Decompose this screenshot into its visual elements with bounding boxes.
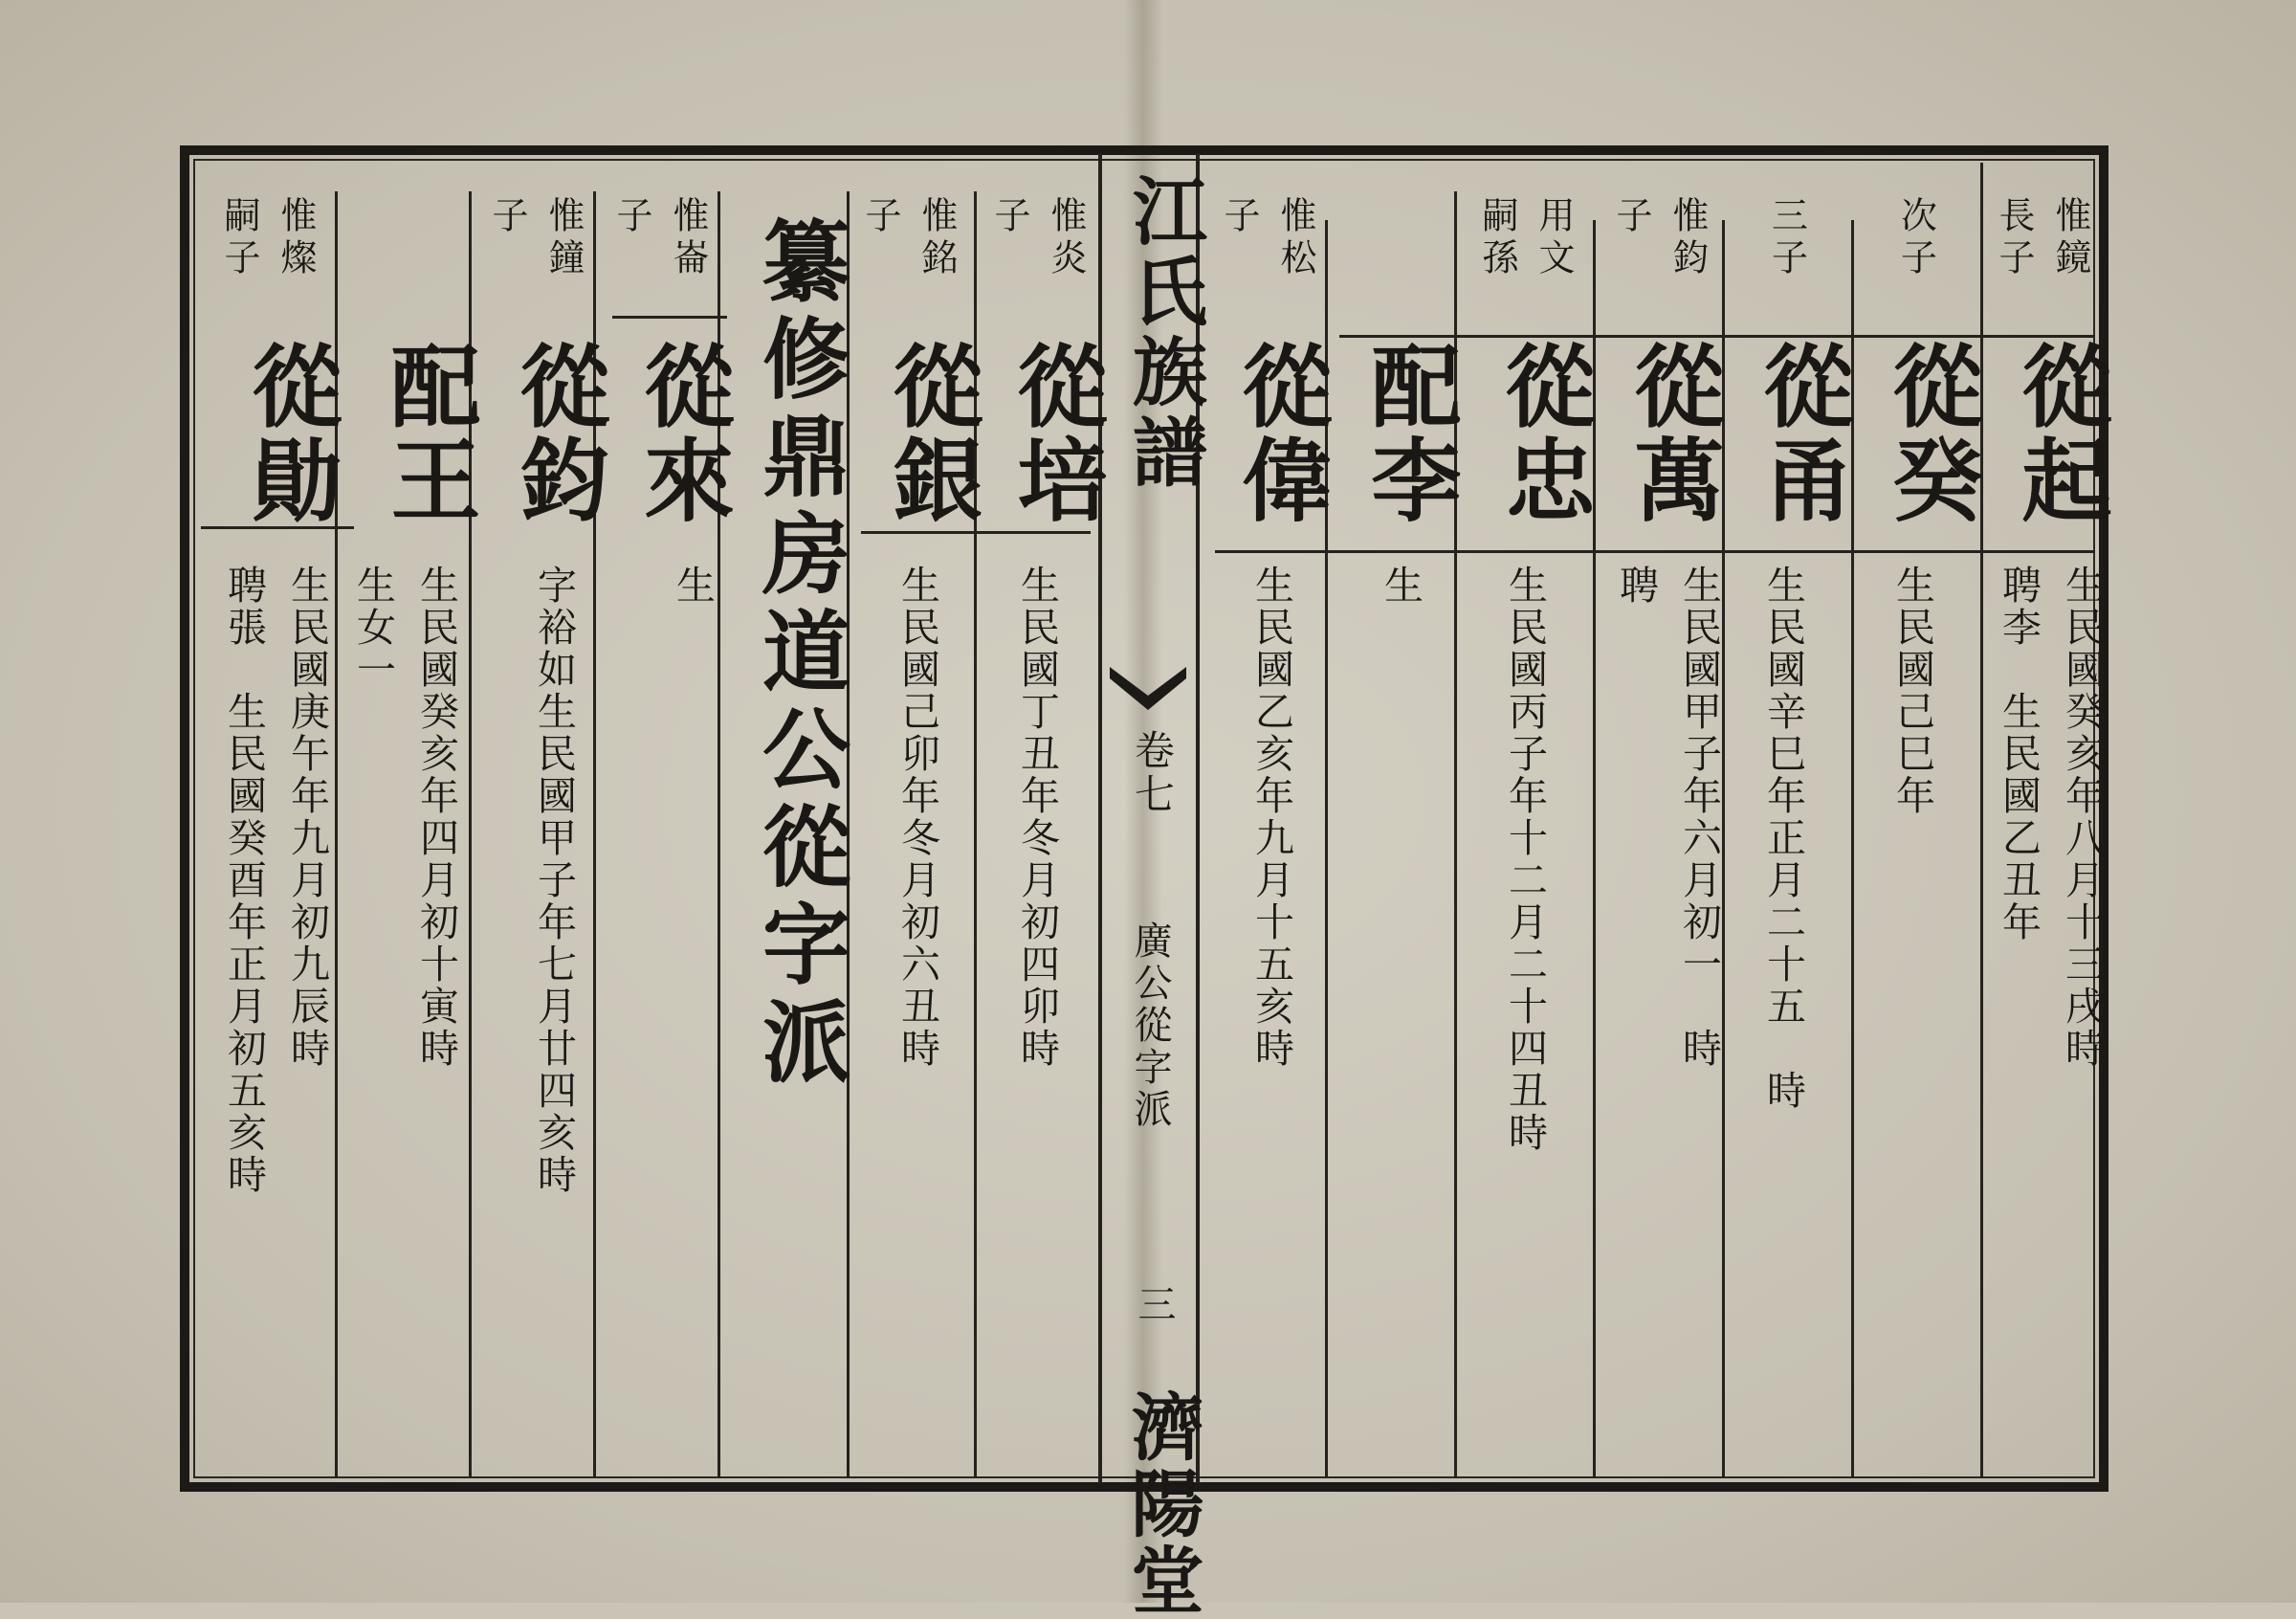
person-name: 從起	[2006, 340, 2111, 527]
relation: 嗣子	[218, 196, 260, 280]
relation: 三子	[1765, 196, 1808, 280]
person-name: 配李	[1356, 340, 1461, 527]
person-name: 從來	[629, 340, 734, 527]
person-name: 從癸	[1877, 340, 1982, 527]
person-name: 從培	[1002, 340, 1107, 527]
hall-name: 濟陽堂	[1119, 1389, 1204, 1619]
life-line: 生民國癸亥年四月初十寅時	[413, 565, 459, 1070]
relation: 子	[1218, 196, 1260, 238]
relation: 子	[988, 196, 1030, 238]
life-line: 生民國己巳年	[1889, 565, 1935, 817]
parent-name: 惟崙	[667, 196, 709, 280]
person-name: 從偉	[1226, 340, 1332, 527]
relation: 次子	[1894, 196, 1937, 280]
life-line: 生民國乙亥年九月十五亥時	[1248, 565, 1294, 1070]
life-line: 聘張 生民國癸酉年正月初五亥時	[221, 565, 267, 1196]
life-line: 生	[1378, 565, 1424, 607]
lineage-heading: 纂修鼎房道公從字派	[748, 215, 851, 1094]
life-line: 生民國己卯年冬月初六丑時	[894, 565, 940, 1070]
parent-name: 惟鐘	[542, 196, 585, 280]
person-name: 從甬	[1748, 340, 1853, 527]
parent-name: 惟鏡	[2049, 196, 2091, 280]
life-line: 生民國丁丑年冬月初四卯時	[1014, 565, 1060, 1070]
life-line: 生民國丙子年十二月二十四丑時	[1502, 565, 1548, 1154]
relation: 子	[1610, 196, 1652, 238]
person-name: 配王	[375, 340, 480, 527]
person-name: 從鈞	[504, 340, 609, 527]
person-name: 從萬	[1619, 340, 1724, 527]
life-line: 聘李 生民國乙丑年	[1996, 565, 2042, 943]
parent-name: 惟銘	[916, 196, 958, 280]
relation: 子	[486, 196, 528, 238]
parent-name: 惟鈞	[1667, 196, 1709, 280]
relation: 子	[610, 196, 652, 238]
volume-label: 卷七	[1129, 729, 1176, 817]
parent-name: 惟炎	[1045, 196, 1087, 280]
parent-name: 惟燦	[275, 196, 317, 280]
parent-name: 惟松	[1274, 196, 1316, 280]
life-line: 聘	[1613, 565, 1659, 607]
person-name: 從勛	[236, 340, 342, 527]
person-name: 從忠	[1490, 340, 1595, 527]
life-line: 生	[670, 565, 716, 607]
person-name: 從銀	[877, 340, 982, 527]
book-title: 江氏族譜	[1120, 172, 1207, 494]
life-line: 生民國癸亥年八月十三戌時	[2059, 565, 2105, 1070]
life-line: 生民國庚午年九月初九辰時	[284, 565, 330, 1070]
life-line: 生女一	[350, 565, 396, 691]
page-number: 三	[1132, 1284, 1176, 1322]
section-label: 廣公從字派	[1128, 920, 1172, 1131]
relation: 長子	[1993, 196, 2035, 280]
life-line: 字裕如生民國甲子年七月廿四亥時	[531, 565, 577, 1196]
relation: 嗣孫	[1476, 196, 1518, 280]
life-line: 生民國辛巳年正月二十五 時	[1760, 565, 1806, 1112]
life-line: 生民國甲子年六月初一 時	[1676, 565, 1722, 1070]
fish-tail-mark-icon	[1110, 667, 1186, 724]
parent-name: 用文	[1533, 196, 1575, 280]
relation: 子	[859, 196, 901, 238]
